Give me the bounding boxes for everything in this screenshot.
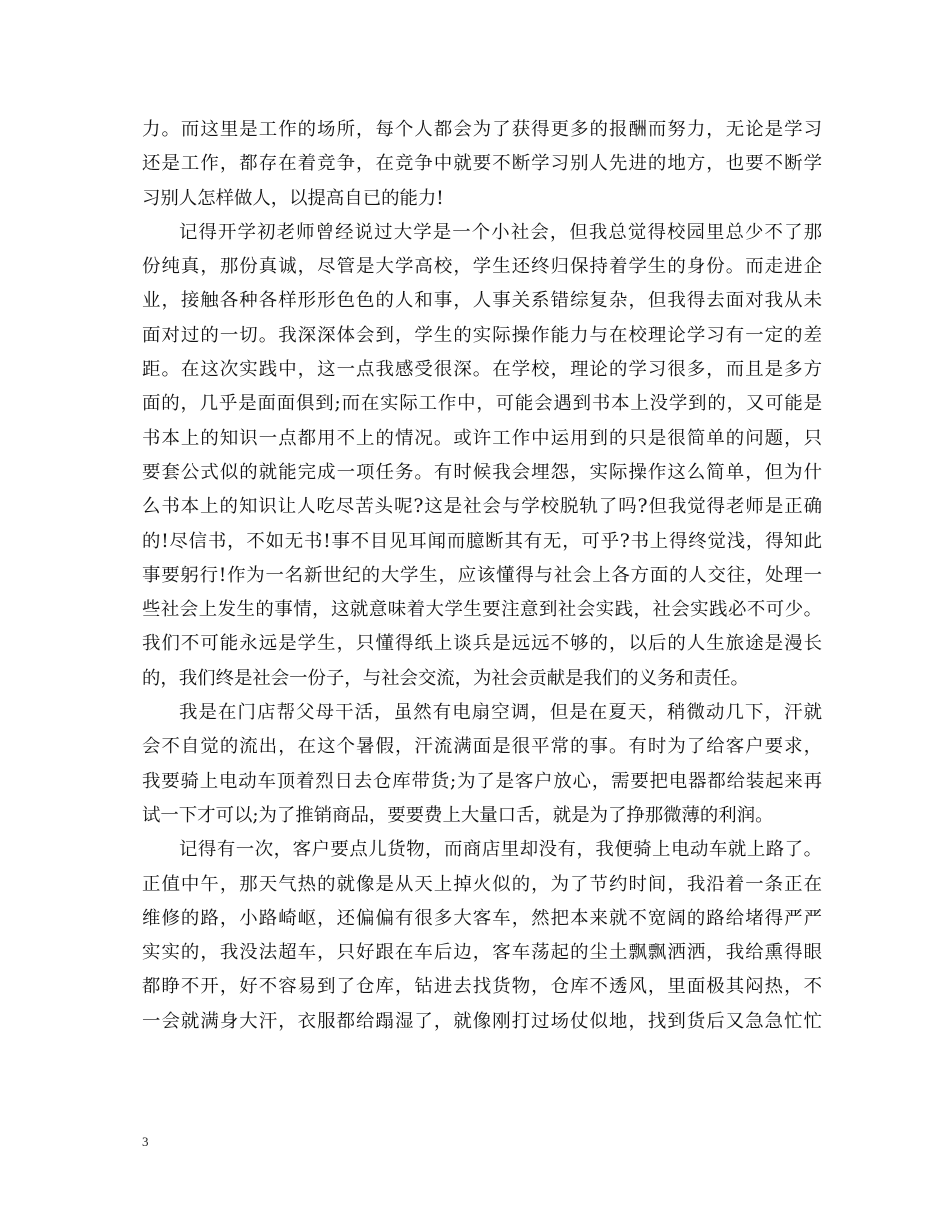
text-line: 一会就满身大汗，衣服都给蹋湿了，就像刚打过场仗似地，找到货后又急急忙忙 bbox=[142, 1010, 822, 1032]
text-line: 的，我们终是社会一份子，与社会交流，为社会贡献是我们的义务和责任。 bbox=[142, 667, 749, 689]
text-line: 试一下才可以;为了推销商品，要要费上大量口舌，就是为了挣那微薄的利润。 bbox=[142, 804, 774, 826]
text-line: 都睁不开，好不容易到了仓库，钻进去找货物，仓库不透风，里面极其闷热，不 bbox=[142, 976, 822, 998]
text-line: 记得开学初老师曾经说过大学是一个小社会，但我总觉得校园里总少不了那 bbox=[179, 221, 822, 243]
text-line: 事要躬行!作为一名新世纪的大学生，应该懂得与社会上各方面的人交往，处理一 bbox=[142, 564, 822, 586]
text-line: 距。在这次实践中，这一点我感受很深。在学校，理论的学习很多，而且是多方 bbox=[142, 359, 822, 381]
text-line: 书本上的知识一点都用不上的情况。或许工作中运用到的只是很简单的问题，只 bbox=[142, 427, 822, 449]
body-text bbox=[142, 113, 822, 1039]
text-line: 正值中午，那天气热的就像是从天上掉火似的，为了节约时间，我沿着一条正在 bbox=[142, 873, 822, 895]
text-line: 会不自觉的流出，在这个暑假，汗流满面是很平常的事。有时为了给客户要求， bbox=[142, 736, 822, 758]
text-line: 力。而这里是工作的场所，每个人都会为了获得更多的报酬而努力，无论是学习 bbox=[142, 119, 822, 140]
text-line: 的!尽信书，不如无书!事不目见耳闻而臆断其有无，可乎?书上得终觉浅，得知此 bbox=[142, 530, 822, 552]
text-line: 我们不可能永远是学生，只懂得纸上谈兵是远远不够的，以后的人生旅途是漫长 bbox=[142, 633, 822, 655]
page-number: 3 bbox=[142, 1134, 149, 1149]
text-line: 份纯真，那份真诚，尽管是大学高校，学生还终归保持着学生的身份。而走进企 bbox=[142, 256, 822, 278]
text-line: 么书本上的知识让人吃尽苦头呢?这是社会与学校脱轨了吗?但我觉得老师是正确 bbox=[142, 496, 822, 518]
text-line: 习别人怎样做人，以提高自已的能力! bbox=[142, 187, 444, 209]
text-line: 还是工作，都存在着竞争，在竞争中就要不断学习别人先进的地方，也要不断学 bbox=[142, 153, 822, 175]
text-line: 些社会上发生的事情，这就意味着大学生要注意到社会实践，社会实践必不可少。 bbox=[142, 599, 822, 621]
text-line: 我要骑上电动车顶着烈日去仓库带货;为了是客户放心，需要把电器都给装起来再 bbox=[142, 770, 822, 792]
text-line: 要套公式似的就能完成一项任务。有时候我会埋怨，实际操作这么简单，但为什 bbox=[142, 461, 822, 483]
text-line: 面的，几乎是面面俱到;而在实际工作中，可能会遇到书本上没学到的，又可能是 bbox=[142, 393, 822, 415]
text-line: 面对过的一切。我深深体会到，学生的实际操作能力与在校理论学习有一定的差 bbox=[142, 324, 822, 346]
text-line: 实实的，我没法超车，只好跟在车后边，客车荡起的尘土飘飘洒洒，我给熏得眼 bbox=[142, 942, 822, 964]
text-line: 业，接触各种各样形形色色的人和事，人事关系错综复杂，但我得去面对我从未 bbox=[142, 290, 822, 312]
text-line: 维修的路，小路崎岖，还偏偏有很多大客车，然把本来就不宽阔的路给堵得严严 bbox=[142, 907, 822, 929]
text-line: 我是在门店帮父母干活，虽然有电扇空调，但是在夏天，稍微动几下，汗就 bbox=[179, 702, 822, 724]
text-line: 记得有一次，客户要点儿货物，而商店里却没有，我便骑上电动车就上路了。 bbox=[179, 839, 822, 861]
